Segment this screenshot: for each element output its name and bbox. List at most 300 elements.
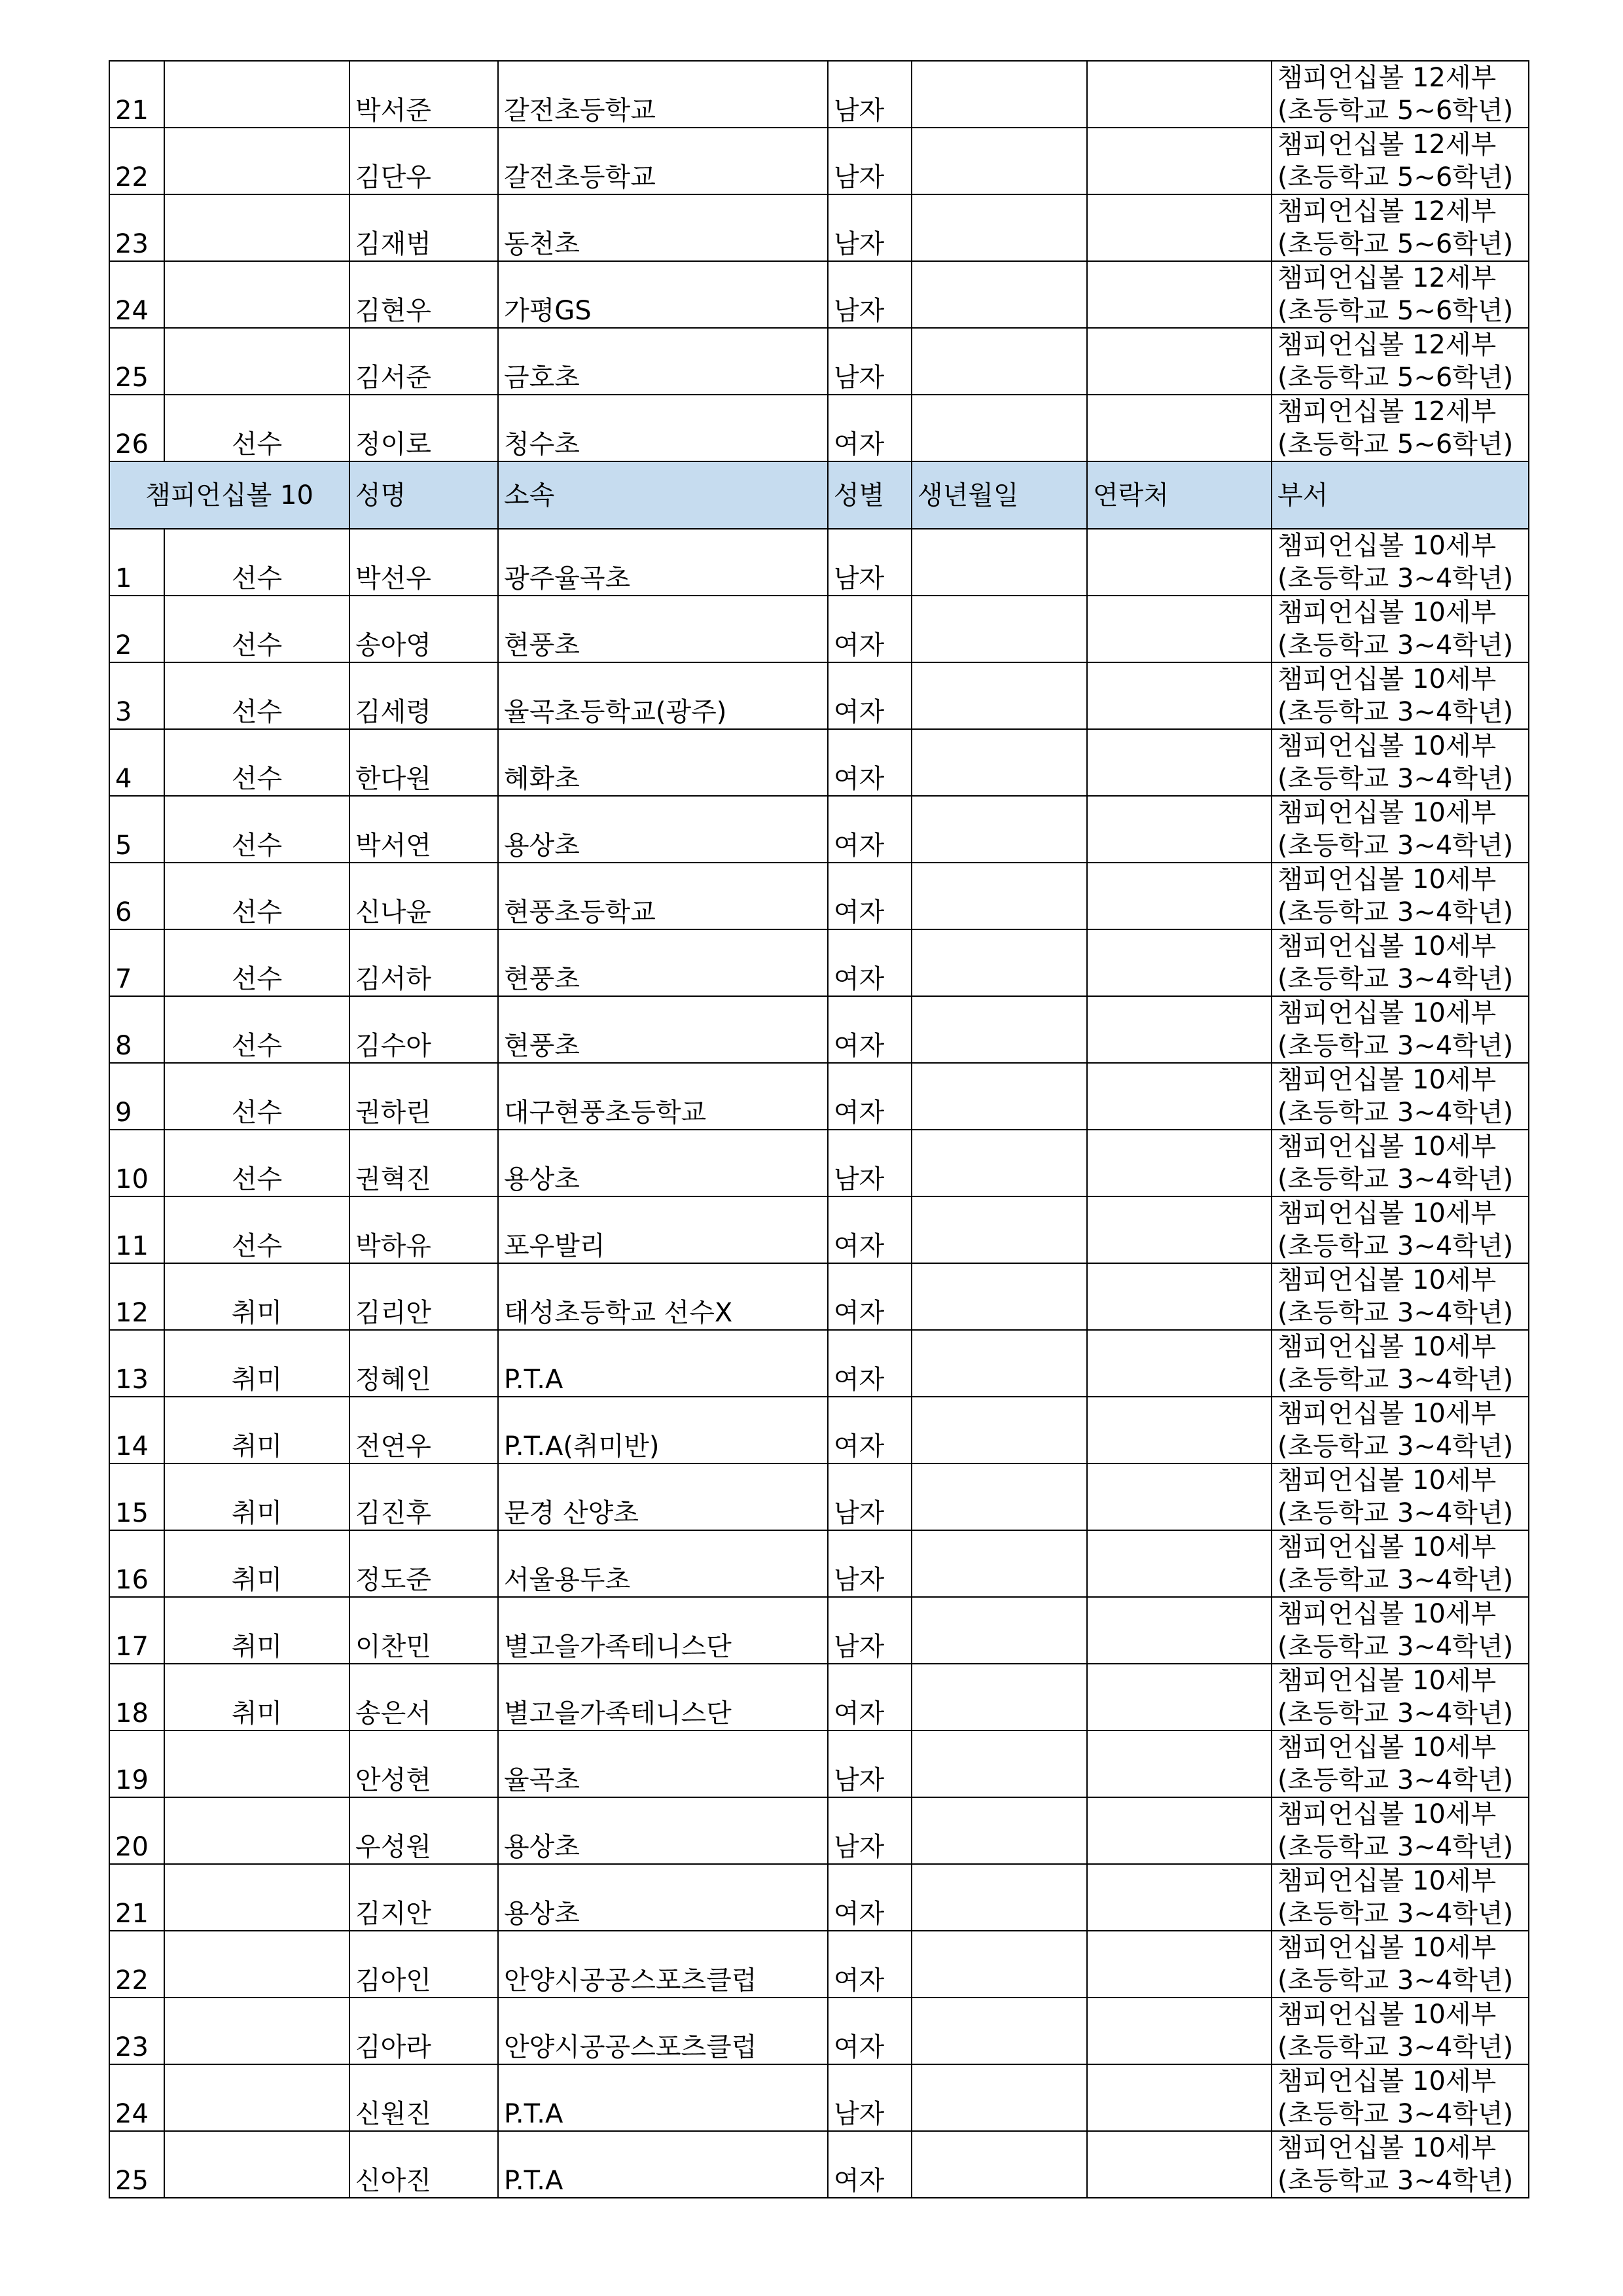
participant-affiliation: 금호초 xyxy=(498,328,828,395)
participant-contact xyxy=(1087,395,1272,461)
row-number: 10 xyxy=(109,1130,164,1196)
dept-division: 챔피언십볼 12세부 xyxy=(1277,330,1497,360)
dept-grade: (초등학교 3~4학년) xyxy=(1277,1231,1514,1261)
participant-affiliation: 율곡초등학교(광주) xyxy=(498,662,828,729)
participant-type: 취미 xyxy=(164,1530,349,1597)
header-dept: 부서 xyxy=(1272,461,1529,529)
dept-grade: (초등학교 5~6학년) xyxy=(1277,296,1514,326)
participant-contact xyxy=(1087,1196,1272,1263)
row-number: 1 xyxy=(109,529,164,596)
participant-dept xyxy=(1272,194,1529,261)
dept-grade: (초등학교 3~4학년) xyxy=(1277,2166,1514,2196)
participant-gender: 남자 xyxy=(828,529,912,596)
participant-birthdate xyxy=(912,1330,1087,1397)
participant-birthdate xyxy=(912,996,1087,1063)
row-number: 21 xyxy=(109,61,164,128)
participant-dept xyxy=(1272,395,1529,461)
dept-grade: (초등학교 3~4학년) xyxy=(1277,1098,1514,1128)
participant-contact xyxy=(1087,1998,1272,2064)
table-row xyxy=(109,1530,1529,1597)
participant-gender: 남자 xyxy=(828,1130,912,1196)
participant-contact xyxy=(1087,128,1272,194)
dept-grade: (초등학교 3~4학년) xyxy=(1277,1498,1514,1528)
table-row xyxy=(109,1998,1529,2064)
participant-name: 정이로 xyxy=(349,395,498,461)
participant-type: 선수 xyxy=(164,729,349,796)
participant-dept xyxy=(1272,128,1529,194)
table-row xyxy=(109,1864,1529,1931)
participant-name: 전연우 xyxy=(349,1397,498,1463)
row-number: 11 xyxy=(109,1196,164,1263)
participant-contact xyxy=(1087,1931,1272,1998)
participant-affiliation: 현풍초 xyxy=(498,596,828,662)
section-10-rows xyxy=(109,529,1529,2198)
participant-type xyxy=(164,261,349,328)
participant-gender: 남자 xyxy=(828,2064,912,2131)
participant-affiliation: 현풍초 xyxy=(498,996,828,1063)
dept-division: 챔피언십볼 10세부 xyxy=(1277,931,1497,961)
participant-contact xyxy=(1087,1864,1272,1931)
participant-name: 정혜인 xyxy=(349,1330,498,1397)
participant-name: 안성현 xyxy=(349,1731,498,1797)
table-row xyxy=(109,996,1529,1063)
row-number: 12 xyxy=(109,1263,164,1330)
dept-division: 챔피언십볼 10세부 xyxy=(1277,1799,1497,1829)
row-number: 2 xyxy=(109,596,164,662)
table-row xyxy=(109,1931,1529,1998)
participant-type: 선수 xyxy=(164,1130,349,1196)
participant-affiliation: 용상초 xyxy=(498,1797,828,1864)
participant-gender: 여자 xyxy=(828,395,912,461)
header-group-label: 챔피언십볼 10 xyxy=(109,461,349,529)
participant-name: 김서하 xyxy=(349,929,498,996)
participant-contact xyxy=(1087,596,1272,662)
participant-gender: 여자 xyxy=(828,1063,912,1130)
participant-name: 박선우 xyxy=(349,529,498,596)
participant-affiliation: P.T.A xyxy=(498,2064,828,2131)
dept-grade: (초등학교 3~4학년) xyxy=(1277,764,1514,794)
table-row xyxy=(109,194,1529,261)
participant-name: 박하유 xyxy=(349,1196,498,1263)
participant-type: 취미 xyxy=(164,1397,349,1463)
participant-birthdate xyxy=(912,1864,1087,1931)
participant-birthdate xyxy=(912,1597,1087,1664)
participant-gender: 여자 xyxy=(828,996,912,1063)
dept-division: 챔피언십볼 10세부 xyxy=(1277,531,1497,561)
participant-birthdate xyxy=(912,61,1087,128)
participant-name: 김아라 xyxy=(349,1998,498,2064)
participant-birthdate xyxy=(912,1063,1087,1130)
participant-contact xyxy=(1087,61,1272,128)
participant-birthdate xyxy=(912,128,1087,194)
participant-contact xyxy=(1087,1597,1272,1664)
row-number: 15 xyxy=(109,1463,164,1530)
row-number: 7 xyxy=(109,929,164,996)
header-birthdate: 생년월일 xyxy=(912,461,1087,529)
participant-contact xyxy=(1087,1797,1272,1864)
participant-gender: 여자 xyxy=(828,596,912,662)
participant-dept xyxy=(1272,863,1529,929)
participant-type xyxy=(164,1797,349,1864)
table-row xyxy=(109,1664,1529,1731)
table-row xyxy=(109,128,1529,194)
dept-division: 챔피언십볼 10세부 xyxy=(1277,1933,1497,1963)
participant-type xyxy=(164,1931,349,1998)
participant-gender: 남자 xyxy=(828,1797,912,1864)
dept-division: 챔피언십볼 10세부 xyxy=(1277,1866,1497,1896)
participant-contact xyxy=(1087,863,1272,929)
dept-grade: (초등학교 3~4학년) xyxy=(1277,630,1514,660)
dept-grade: (초등학교 3~4학년) xyxy=(1277,1565,1514,1595)
participant-name: 김수아 xyxy=(349,996,498,1063)
participant-contact xyxy=(1087,1397,1272,1463)
participant-type: 선수 xyxy=(164,662,349,729)
participant-name: 김세령 xyxy=(349,662,498,729)
participant-type: 취미 xyxy=(164,1330,349,1397)
dept-division: 챔피언십볼 10세부 xyxy=(1277,2000,1497,2030)
participant-affiliation: 대구현풍초등학교 xyxy=(498,1063,828,1130)
participant-dept xyxy=(1272,2131,1529,2198)
participant-gender: 남자 xyxy=(828,1597,912,1664)
participant-name: 신아진 xyxy=(349,2131,498,2198)
roster-table xyxy=(109,60,1529,2198)
participant-dept xyxy=(1272,1330,1529,1397)
participant-contact xyxy=(1087,1664,1272,1731)
participant-birthdate xyxy=(912,1931,1087,1998)
participant-affiliation: P.T.A(취미반) xyxy=(498,1397,828,1463)
participant-gender: 남자 xyxy=(828,328,912,395)
participant-contact xyxy=(1087,2131,1272,2198)
participant-dept xyxy=(1272,1664,1529,1731)
participant-dept xyxy=(1272,996,1529,1063)
table-row xyxy=(109,1263,1529,1330)
participant-affiliation: 용상초 xyxy=(498,1130,828,1196)
participant-name: 권하린 xyxy=(349,1063,498,1130)
participant-birthdate xyxy=(912,1664,1087,1731)
participant-type: 선수 xyxy=(164,1196,349,1263)
participant-type: 선수 xyxy=(164,863,349,929)
participant-gender: 여자 xyxy=(828,1397,912,1463)
participant-name: 신원진 xyxy=(349,2064,498,2131)
participant-type xyxy=(164,194,349,261)
participant-dept xyxy=(1272,1196,1529,1263)
header-row xyxy=(109,461,1529,529)
table-row xyxy=(109,2131,1529,2198)
participant-name: 송은서 xyxy=(349,1664,498,1731)
participant-affiliation: 혜화초 xyxy=(498,729,828,796)
participant-birthdate xyxy=(912,1731,1087,1797)
participant-affiliation: 용상초 xyxy=(498,796,828,863)
participant-dept xyxy=(1272,2064,1529,2131)
dept-division: 챔피언십볼 10세부 xyxy=(1277,1465,1497,1496)
row-number: 20 xyxy=(109,1797,164,1864)
dept-division: 챔피언십볼 10세부 xyxy=(1277,1399,1497,1429)
participant-type: 취미 xyxy=(164,1463,349,1530)
participant-name: 김아인 xyxy=(349,1931,498,1998)
participant-contact xyxy=(1087,796,1272,863)
dept-grade: (초등학교 5~6학년) xyxy=(1277,229,1514,259)
dept-division: 챔피언십볼 10세부 xyxy=(1277,1198,1497,1229)
participant-gender: 여자 xyxy=(828,929,912,996)
participant-dept xyxy=(1272,1864,1529,1931)
participant-birthdate xyxy=(912,929,1087,996)
participant-dept xyxy=(1272,1463,1529,1530)
participant-name: 우성원 xyxy=(349,1797,498,1864)
section-10-header xyxy=(109,461,1529,529)
participant-birthdate xyxy=(912,662,1087,729)
participant-affiliation: 현풍초 xyxy=(498,929,828,996)
participant-contact xyxy=(1087,1530,1272,1597)
participant-dept xyxy=(1272,1797,1529,1864)
participant-birthdate xyxy=(912,328,1087,395)
participant-affiliation: 동천초 xyxy=(498,194,828,261)
dept-division: 챔피언십볼 12세부 xyxy=(1277,397,1497,427)
participant-affiliation: 안양시공공스포츠클럽 xyxy=(498,1931,828,1998)
participant-gender: 여자 xyxy=(828,1931,912,1998)
table-row xyxy=(109,596,1529,662)
table-row xyxy=(109,1330,1529,1397)
participant-name: 박서연 xyxy=(349,796,498,863)
participant-affiliation: 문경 산양초 xyxy=(498,1463,828,1530)
participant-dept xyxy=(1272,261,1529,328)
participant-gender: 남자 xyxy=(828,1463,912,1530)
table-row xyxy=(109,2064,1529,2131)
participant-contact xyxy=(1087,1130,1272,1196)
participant-birthdate xyxy=(912,1263,1087,1330)
participant-type xyxy=(164,2131,349,2198)
participant-type: 취미 xyxy=(164,1664,349,1731)
table-row xyxy=(109,1397,1529,1463)
dept-grade: (초등학교 3~4학년) xyxy=(1277,1765,1514,1795)
participant-type: 선수 xyxy=(164,529,349,596)
table-row xyxy=(109,395,1529,461)
participant-contact xyxy=(1087,662,1272,729)
participant-gender: 여자 xyxy=(828,1664,912,1731)
row-number: 25 xyxy=(109,328,164,395)
participant-type xyxy=(164,1998,349,2064)
participant-birthdate xyxy=(912,596,1087,662)
row-number: 14 xyxy=(109,1397,164,1463)
participant-gender: 여자 xyxy=(828,863,912,929)
dept-division: 챔피언십볼 10세부 xyxy=(1277,1599,1497,1629)
row-number: 26 xyxy=(109,395,164,461)
participant-gender: 여자 xyxy=(828,1196,912,1263)
dept-division: 챔피언십볼 10세부 xyxy=(1277,2133,1497,2163)
dept-grade: (초등학교 3~4학년) xyxy=(1277,2099,1514,2129)
table-row xyxy=(109,1196,1529,1263)
table-row xyxy=(109,929,1529,996)
participant-contact xyxy=(1087,729,1272,796)
participant-name: 권혁진 xyxy=(349,1130,498,1196)
header-gender: 성별 xyxy=(828,461,912,529)
dept-grade: (초등학교 3~4학년) xyxy=(1277,1698,1514,1729)
dept-grade: (초등학교 3~4학년) xyxy=(1277,831,1514,861)
participant-type xyxy=(164,2064,349,2131)
participant-name: 김단우 xyxy=(349,128,498,194)
section-12-rows xyxy=(109,61,1529,461)
participant-gender: 남자 xyxy=(828,194,912,261)
participant-contact xyxy=(1087,996,1272,1063)
participant-affiliation: P.T.A xyxy=(498,2131,828,2198)
row-number: 22 xyxy=(109,1931,164,1998)
dept-division: 챔피언십볼 12세부 xyxy=(1277,63,1497,93)
row-number: 13 xyxy=(109,1330,164,1397)
participant-type xyxy=(164,128,349,194)
row-number: 23 xyxy=(109,194,164,261)
participant-gender: 남자 xyxy=(828,261,912,328)
participant-affiliation: 청수초 xyxy=(498,395,828,461)
dept-division: 챔피언십볼 12세부 xyxy=(1277,263,1497,293)
dept-division: 챔피언십볼 10세부 xyxy=(1277,998,1497,1028)
participant-gender: 여자 xyxy=(828,1998,912,2064)
row-number: 9 xyxy=(109,1063,164,1130)
participant-affiliation: 가평GS xyxy=(498,261,828,328)
participant-type: 취미 xyxy=(164,1263,349,1330)
participant-birthdate xyxy=(912,796,1087,863)
row-number: 19 xyxy=(109,1731,164,1797)
dept-division: 챔피언십볼 10세부 xyxy=(1277,1666,1497,1696)
dept-grade: (초등학교 3~4학년) xyxy=(1277,1965,1514,1996)
participant-birthdate xyxy=(912,529,1087,596)
participant-gender: 여자 xyxy=(828,1864,912,1931)
dept-grade: (초등학교 3~4학년) xyxy=(1277,897,1514,927)
participant-affiliation: 용상초 xyxy=(498,1864,828,1931)
dept-grade: (초등학교 5~6학년) xyxy=(1277,162,1514,192)
participant-contact xyxy=(1087,529,1272,596)
participant-name: 이찬민 xyxy=(349,1597,498,1664)
participant-contact xyxy=(1087,328,1272,395)
dept-grade: (초등학교 3~4학년) xyxy=(1277,564,1514,594)
participant-birthdate xyxy=(912,1463,1087,1530)
participant-gender: 남자 xyxy=(828,1731,912,1797)
table-row xyxy=(109,1731,1529,1797)
dept-grade: (초등학교 3~4학년) xyxy=(1277,2032,1514,2062)
participant-dept xyxy=(1272,529,1529,596)
participant-contact xyxy=(1087,1063,1272,1130)
row-number: 6 xyxy=(109,863,164,929)
participant-birthdate xyxy=(912,1130,1087,1196)
dept-division: 챔피언십볼 10세부 xyxy=(1277,865,1497,895)
row-number: 21 xyxy=(109,1864,164,1931)
dept-division: 챔피언십볼 10세부 xyxy=(1277,798,1497,828)
participant-affiliation: 안양시공공스포츠클럽 xyxy=(498,1998,828,2064)
participant-gender: 여자 xyxy=(828,729,912,796)
dept-division: 챔피언십볼 12세부 xyxy=(1277,130,1497,160)
participant-contact xyxy=(1087,1463,1272,1530)
participant-birthdate xyxy=(912,863,1087,929)
participant-dept xyxy=(1272,1731,1529,1797)
dept-division: 챔피언십볼 10세부 xyxy=(1277,1332,1497,1362)
participant-contact xyxy=(1087,1731,1272,1797)
participant-affiliation: 현풍초등학교 xyxy=(498,863,828,929)
participant-affiliation: 광주율곡초 xyxy=(498,529,828,596)
participant-name: 김재범 xyxy=(349,194,498,261)
participant-type: 선수 xyxy=(164,1063,349,1130)
participant-type xyxy=(164,1864,349,1931)
participant-gender: 여자 xyxy=(828,662,912,729)
dept-grade: (초등학교 3~4학년) xyxy=(1277,1164,1514,1194)
row-number: 4 xyxy=(109,729,164,796)
participant-dept xyxy=(1272,1130,1529,1196)
dept-grade: (초등학교 3~4학년) xyxy=(1277,1031,1514,1061)
participant-type: 선수 xyxy=(164,996,349,1063)
participant-dept xyxy=(1272,1063,1529,1130)
participant-name: 김현우 xyxy=(349,261,498,328)
dept-grade: (초등학교 3~4학년) xyxy=(1277,1899,1514,1929)
dept-division: 챔피언십볼 10세부 xyxy=(1277,1732,1497,1763)
row-number: 25 xyxy=(109,2131,164,2198)
participant-affiliation: 포우발리 xyxy=(498,1196,828,1263)
participant-dept xyxy=(1272,328,1529,395)
dept-division: 챔피언십볼 10세부 xyxy=(1277,1265,1497,1295)
row-number: 18 xyxy=(109,1664,164,1731)
dept-grade: (초등학교 5~6학년) xyxy=(1277,363,1514,393)
participant-name: 송아영 xyxy=(349,596,498,662)
dept-division: 챔피언십볼 10세부 xyxy=(1277,1065,1497,1095)
participant-gender: 여자 xyxy=(828,1330,912,1397)
row-number: 24 xyxy=(109,2064,164,2131)
participant-name: 신나윤 xyxy=(349,863,498,929)
participant-contact xyxy=(1087,2064,1272,2131)
participant-affiliation: 별고을가족테니스단 xyxy=(498,1597,828,1664)
participant-birthdate xyxy=(912,261,1087,328)
participant-type: 선수 xyxy=(164,596,349,662)
participant-contact xyxy=(1087,261,1272,328)
participant-birthdate xyxy=(912,1530,1087,1597)
table-row xyxy=(109,1130,1529,1196)
dept-grade: (초등학교 3~4학년) xyxy=(1277,1832,1514,1862)
participant-dept xyxy=(1272,1998,1529,2064)
participant-gender: 남자 xyxy=(828,61,912,128)
dept-grade: (초등학교 3~4학년) xyxy=(1277,1431,1514,1462)
row-number: 23 xyxy=(109,1998,164,2064)
dept-grade: (초등학교 5~6학년) xyxy=(1277,429,1514,459)
table-row xyxy=(109,863,1529,929)
row-number: 3 xyxy=(109,662,164,729)
table-row xyxy=(109,1063,1529,1130)
participant-birthdate xyxy=(912,395,1087,461)
participant-type xyxy=(164,61,349,128)
participant-contact xyxy=(1087,1330,1272,1397)
table-row xyxy=(109,729,1529,796)
participant-birthdate xyxy=(912,729,1087,796)
participant-affiliation: 별고을가족테니스단 xyxy=(498,1664,828,1731)
table-row xyxy=(109,261,1529,328)
participant-affiliation: 태성초등학교 선수X xyxy=(498,1263,828,1330)
row-number: 16 xyxy=(109,1530,164,1597)
participant-dept xyxy=(1272,1263,1529,1330)
dept-grade: (초등학교 3~4학년) xyxy=(1277,697,1514,727)
participant-contact xyxy=(1087,1263,1272,1330)
participant-type: 선수 xyxy=(164,796,349,863)
dept-grade: (초등학교 3~4학년) xyxy=(1277,1298,1514,1328)
dept-division: 챔피언십볼 10세부 xyxy=(1277,1132,1497,1162)
dept-grade: (초등학교 3~4학년) xyxy=(1277,1365,1514,1395)
participant-affiliation: 갈전초등학교 xyxy=(498,61,828,128)
header-contact: 연락처 xyxy=(1087,461,1272,529)
dept-division: 챔피언십볼 10세부 xyxy=(1277,731,1497,761)
participant-birthdate xyxy=(912,1196,1087,1263)
participant-gender: 남자 xyxy=(828,1530,912,1597)
participant-affiliation: 갈전초등학교 xyxy=(498,128,828,194)
dept-division: 챔피언십볼 10세부 xyxy=(1277,598,1497,628)
participant-affiliation: 서울용두초 xyxy=(498,1530,828,1597)
dept-division: 챔피언십볼 10세부 xyxy=(1277,2066,1497,2096)
participant-gender: 여자 xyxy=(828,1263,912,1330)
participant-birthdate xyxy=(912,2064,1087,2131)
participant-dept xyxy=(1272,596,1529,662)
participant-birthdate xyxy=(912,1797,1087,1864)
